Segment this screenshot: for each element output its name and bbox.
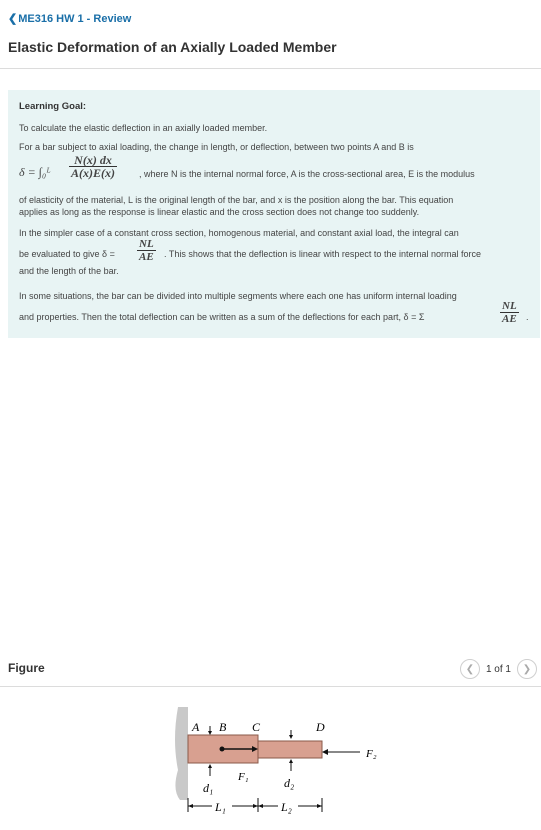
bar-small-section bbox=[258, 741, 322, 758]
label-l1: L₁ bbox=[215, 800, 226, 814]
nl-ae-row bbox=[19, 238, 534, 266]
d1-arrow-head bbox=[208, 764, 212, 768]
marker-b-head bbox=[208, 731, 212, 735]
breadcrumb-label: ME316 HW 1 - Review bbox=[18, 13, 132, 25]
breadcrumb-back-link[interactable] bbox=[8, 12, 131, 25]
nl-ae-fraction bbox=[137, 238, 156, 263]
label-b: B bbox=[219, 720, 227, 734]
prev-figure-button[interactable] bbox=[460, 659, 480, 679]
figure-page-count: 1 of 1 bbox=[485, 663, 511, 675]
goal-paragraph-4a: In some situations, the bar can be divided into multiple segments where each one has uniform internal loading bbox=[19, 291, 457, 301]
sum-fraction bbox=[500, 300, 519, 325]
chevron-left-icon: ❮ bbox=[8, 13, 18, 25]
fixed-wall bbox=[175, 707, 188, 800]
equation-fraction bbox=[69, 154, 117, 179]
goal-paragraph-2d: applies as long as the response is linear elastic and the cross section does not change too suddenly. bbox=[19, 207, 420, 217]
goal-paragraph-2c: of elasticity of the material, L is the original length of the bar, and x is the position along the bar. This equation bbox=[19, 195, 454, 205]
nl-numerator: NL bbox=[137, 238, 156, 251]
figure-pager bbox=[460, 659, 537, 679]
learning-goal-panel bbox=[8, 90, 540, 338]
learning-goal-heading: Learning Goal: bbox=[19, 101, 87, 112]
label-d2: d₂ bbox=[284, 776, 295, 790]
equation-numerator: N(x) dx bbox=[69, 154, 117, 167]
equation-denominator: A(x)E(x) bbox=[71, 166, 115, 180]
goal-paragraph-2a: For a bar subject to axial loading, the change in length, or deflection, between two points A and B is bbox=[19, 142, 414, 152]
dim-l2-head-left bbox=[258, 804, 263, 808]
equation-integral: δ = ∫₀ᴸ bbox=[19, 165, 51, 179]
force-f2-arrowhead bbox=[322, 749, 328, 755]
label-f2: F₂ bbox=[366, 748, 377, 760]
equation-row bbox=[19, 152, 534, 192]
goal-paragraph-3b-pre: be evaluated to give δ = bbox=[19, 249, 115, 259]
goal-paragraph-1: To calculate the elastic deflection in an axially loaded member. bbox=[19, 123, 268, 133]
divider bbox=[0, 686, 541, 687]
sum-denominator: AE bbox=[502, 313, 517, 325]
sum-period: . bbox=[526, 312, 529, 322]
label-d: D bbox=[316, 720, 325, 734]
dim-l2-head-right bbox=[317, 804, 322, 808]
d2-arrow-head bbox=[289, 759, 293, 763]
page-title: Elastic Deformation of an Axially Loaded Member bbox=[8, 39, 337, 55]
goal-paragraph-4b: and properties. Then the total deflection can be written as a sum of the deflections for each part, δ = Σ bbox=[19, 312, 425, 322]
sum-row bbox=[19, 300, 534, 330]
label-l2: L₂ bbox=[281, 800, 292, 814]
goal-paragraph-3a: In the simpler case of a constant cross section, homogenous material, and constant axial load, the integral can bbox=[19, 228, 459, 238]
next-figure-button[interactable] bbox=[517, 659, 537, 679]
label-f1: F₁ bbox=[238, 771, 249, 783]
sum-numerator: NL bbox=[500, 300, 519, 313]
chevron-left-icon: ❮ bbox=[465, 663, 475, 675]
chevron-right-icon: ❯ bbox=[522, 663, 532, 675]
goal-paragraph-3b-post: . This shows that the deflection is linear with respect to the internal normal force bbox=[164, 249, 481, 259]
ae-denominator: AE bbox=[139, 251, 154, 263]
marker-small-head bbox=[289, 735, 293, 739]
divider bbox=[0, 68, 541, 69]
label-d1: d₁ bbox=[203, 781, 214, 795]
dim-l1-head-left bbox=[188, 804, 193, 808]
force-f1-origin bbox=[220, 747, 225, 752]
goal-paragraph-2b: , where N is the internal normal force, A is the cross-sectional area, E is the modulus bbox=[139, 169, 475, 179]
label-a: A bbox=[192, 720, 200, 734]
label-c: C bbox=[252, 720, 261, 734]
goal-paragraph-3c: and the length of the bar. bbox=[19, 266, 119, 276]
dim-l1-head-right bbox=[253, 804, 258, 808]
bar-diagram bbox=[170, 700, 390, 825]
figure-heading: Figure bbox=[8, 661, 45, 675]
